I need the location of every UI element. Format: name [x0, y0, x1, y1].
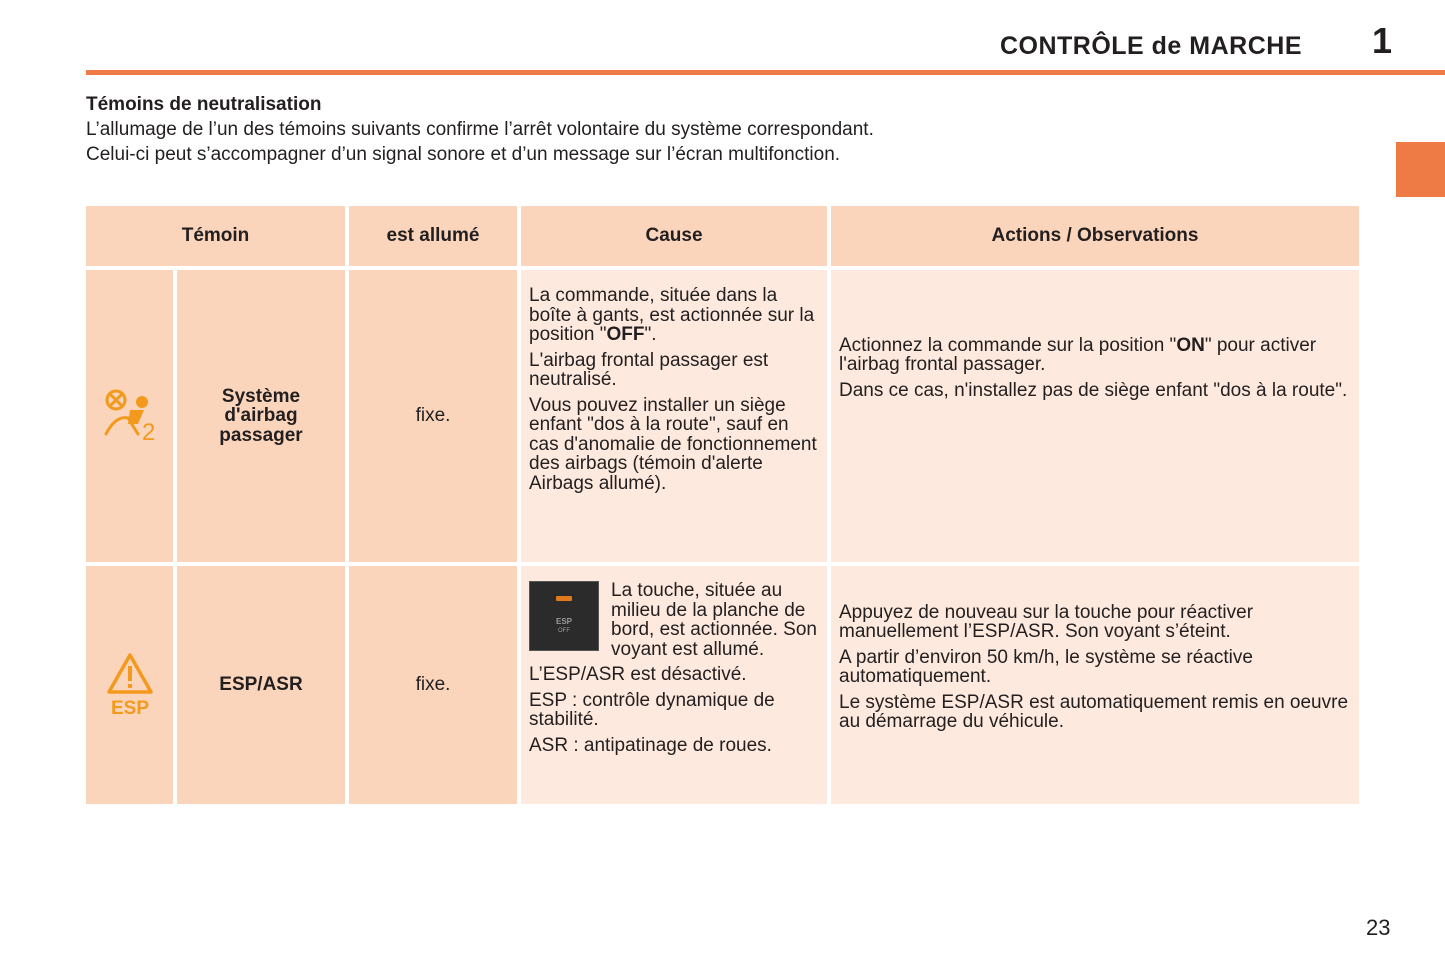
- cause-cell: [521, 270, 827, 562]
- table-row-icon-cell: [86, 566, 173, 804]
- indicator-led: [556, 596, 572, 601]
- table-row-icon-cell: [86, 270, 173, 562]
- cause-paragraph-4: ASR : antipatinage de roues.: [529, 734, 772, 756]
- svg-text:ESP: ESP: [110, 698, 149, 718]
- airbag-passenger-off-icon: [98, 388, 162, 444]
- chapter-number: 1: [1372, 20, 1393, 61]
- actions-paragraph-1: Actionnez la commande sur la position "ON" pour activer l'airbag frontal passager.: [839, 334, 1317, 376]
- svg-text:2: 2: [141, 419, 155, 444]
- intro-section: [86, 92, 874, 167]
- cause-paragraph-3: ESP : contrôle dynamique de stabilité.: [529, 689, 775, 730]
- actions-cell: [831, 270, 1359, 562]
- warning-light-name: ESP/ASR: [177, 566, 345, 804]
- col-header-actions: Actions / Observations: [831, 206, 1359, 266]
- col-header-temoin: Témoin: [86, 206, 345, 266]
- page-number: 23: [1366, 915, 1391, 940]
- warning-state: fixe.: [349, 566, 517, 804]
- chapter-tab: [1396, 142, 1445, 197]
- warning-state: fixe.: [349, 270, 517, 562]
- header-rule: [86, 70, 1445, 75]
- cause-paragraph-3: Vous pouvez installer un siège enfant "dos à la route", sauf en cas d'anomalie de fonctionnement des airbags (témoin d'alerte Airbags allumé).: [529, 394, 817, 494]
- section-heading: Témoins de neutralisation: [86, 94, 322, 115]
- esp-warning-icon: [105, 652, 155, 718]
- actions-paragraph-2: Dans ce cas, n'installez pas de siège enfant "dos à la route".: [839, 379, 1348, 401]
- intro-line-1: L’allumage de l’un des témoins suivants confirme l’arrêt volontaire du système correspondant.: [86, 119, 874, 140]
- cause-paragraph-2: L’ESP/ASR est désactivé.: [529, 664, 747, 685]
- actions-paragraph-2: A partir d’environ 50 km/h, le système se réactive automatiquement.: [839, 646, 1253, 687]
- page-title: CONTRÔLE de MARCHE: [999, 32, 1302, 60]
- cause-cell: [521, 566, 827, 804]
- col-header-cause: Cause: [521, 206, 827, 266]
- actions-paragraph-1: Appuyez de nouveau sur la touche pour réactiver manuellement l’ESP/ASR. Son voyant s’éteint.: [839, 601, 1254, 642]
- cause-paragraph-1: La touche, située au milieu de la planche de bord, est actionnée. Son voyant est allumé.: [611, 580, 817, 660]
- col-header-allume: est allumé: [349, 206, 517, 266]
- actions-cell: [831, 566, 1359, 804]
- intro-line-2: Celui-ci peut s’accompagner d’un signal sonore et d’un message sur l’écran multifonction.: [86, 144, 841, 165]
- cause-paragraph-1: La commande, située dans la boîte à gants, est actionnée sur la position "OFF".: [529, 285, 815, 345]
- actions-paragraph-3: Le système ESP/ASR est automatiquement remis en oeuvre au démarrage du véhicule.: [839, 691, 1349, 732]
- esp-off-button-image: ESP OFF: [529, 581, 599, 651]
- warning-light-name: Système d'airbag passager: [177, 270, 345, 562]
- cause-paragraph-2: L'airbag frontal passager est neutralisé.: [529, 349, 769, 390]
